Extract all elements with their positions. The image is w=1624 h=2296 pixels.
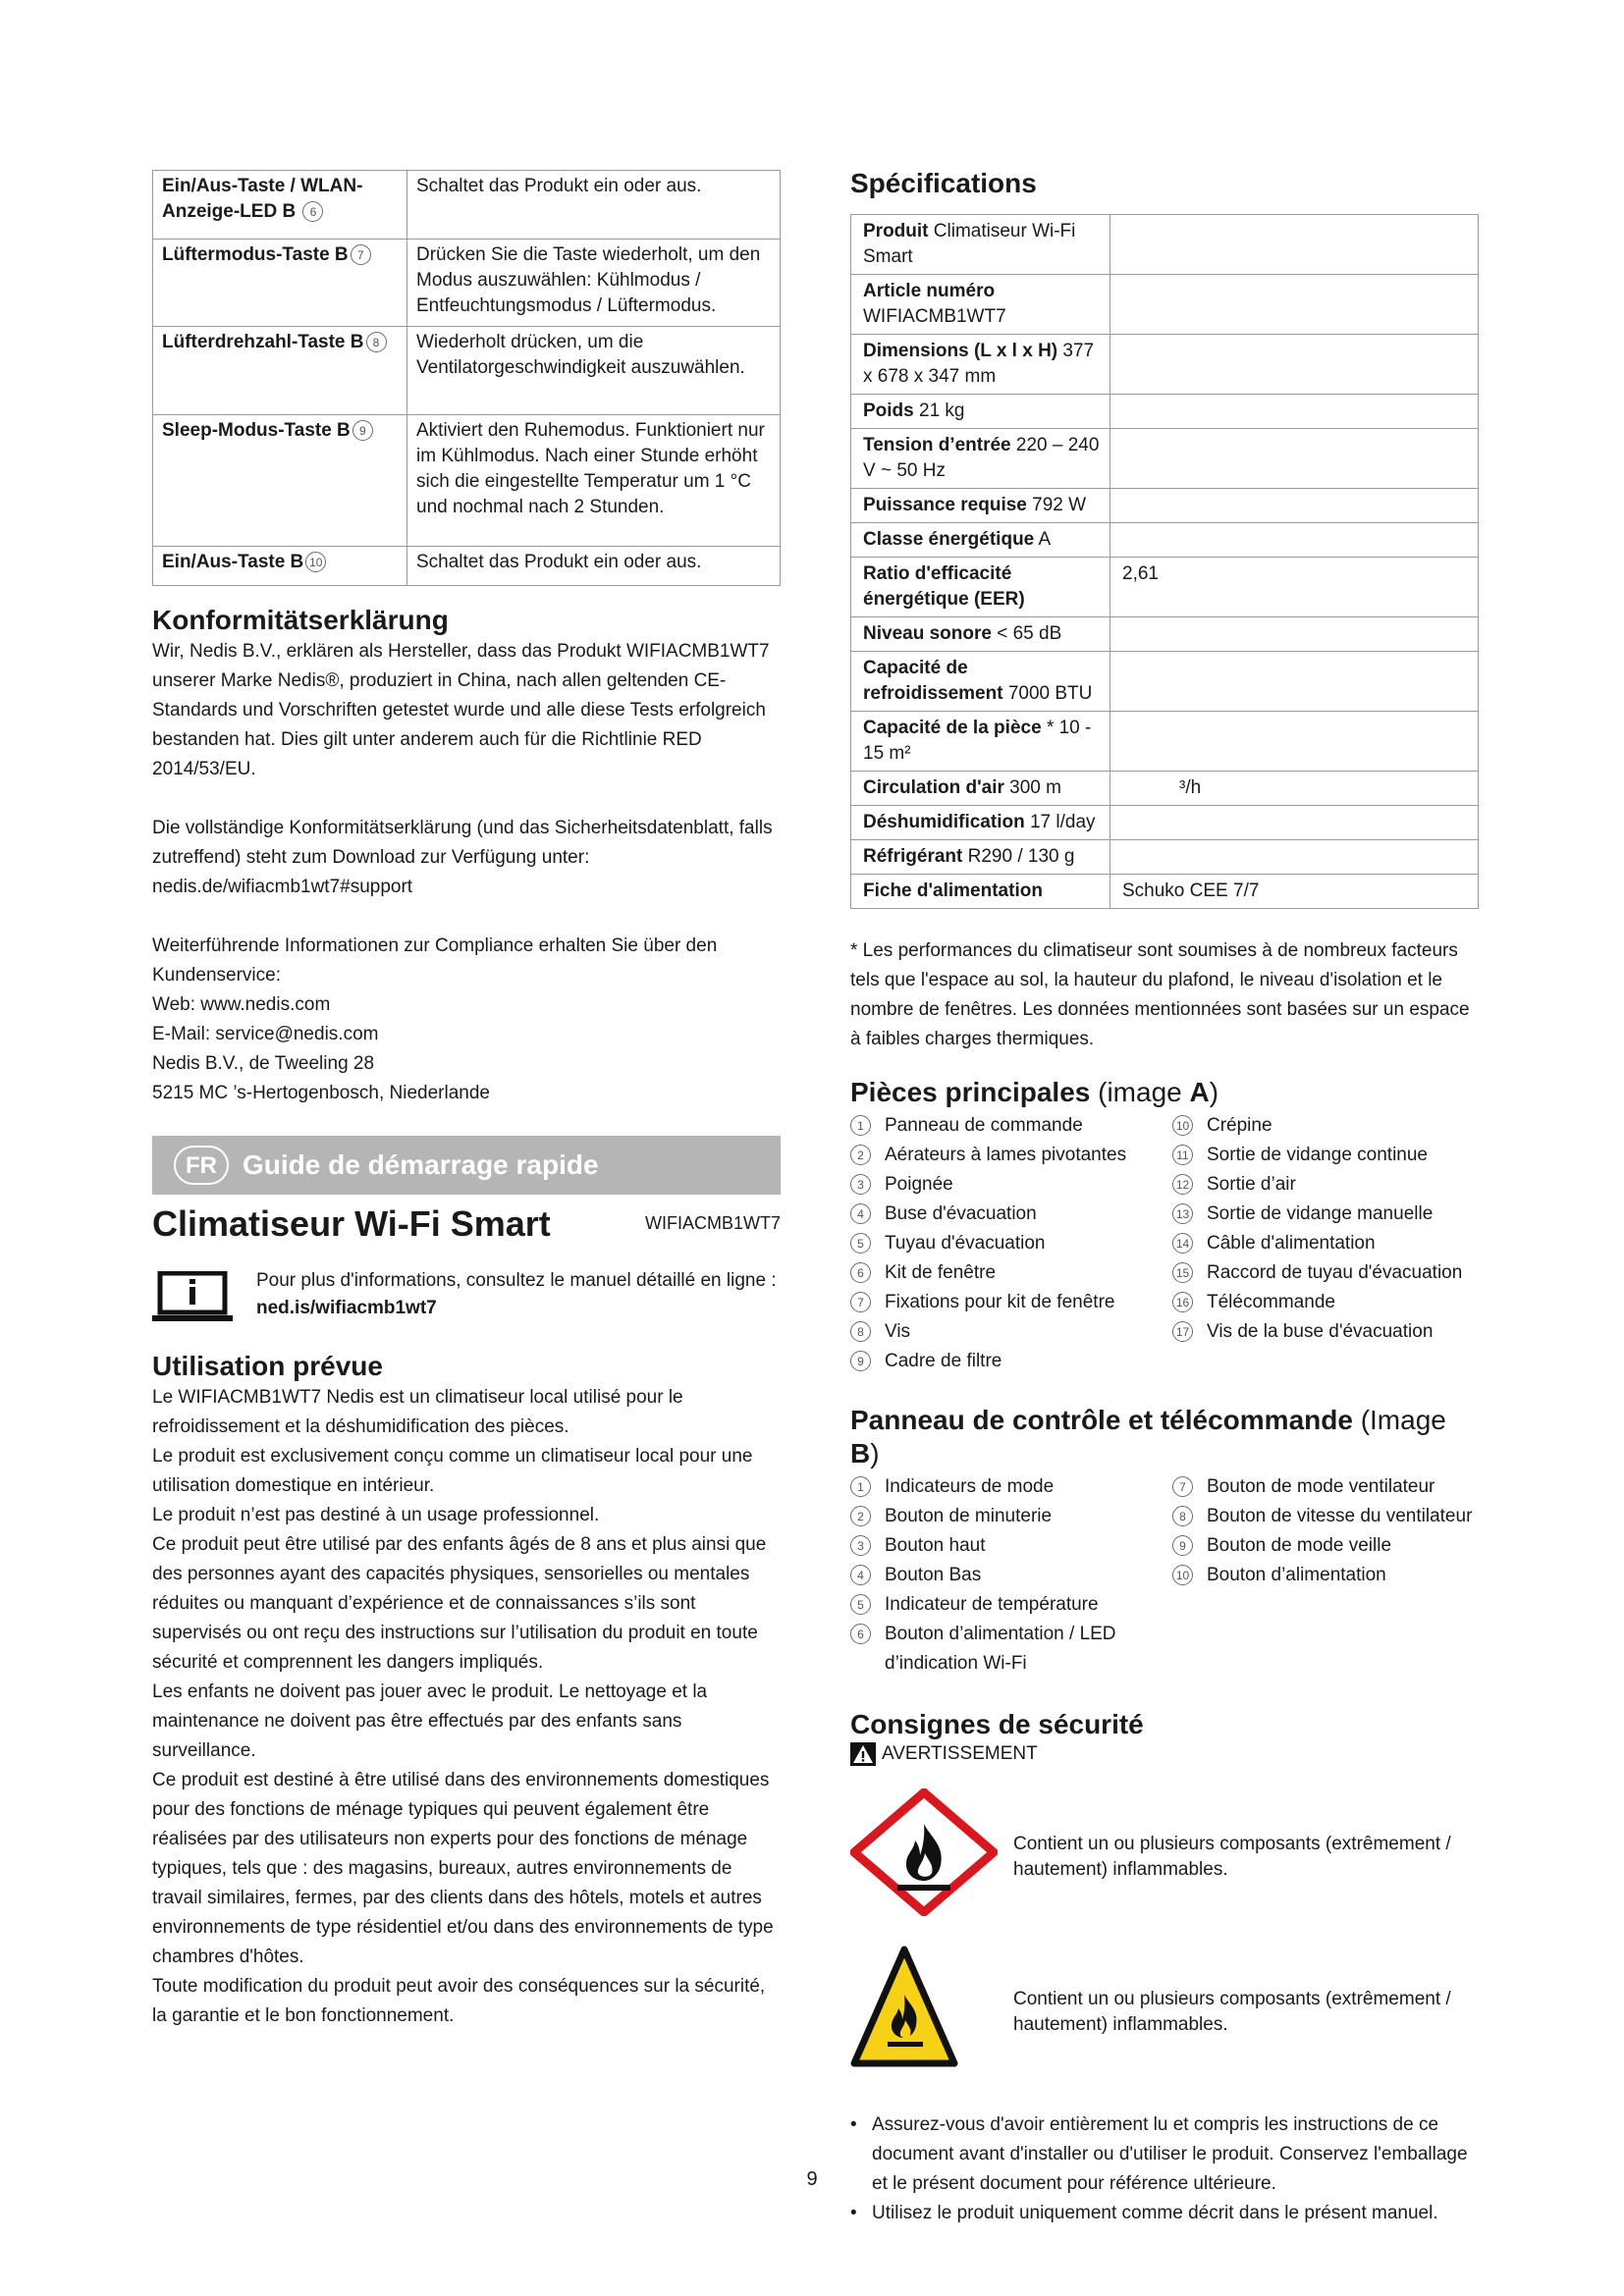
compliance-info: Weiterführende Informationen zur Compliance erhalten Sie über den Kundenservice: bbox=[152, 935, 718, 986]
spec-value: 2,61 bbox=[1110, 558, 1479, 617]
number-circle: 7 bbox=[850, 1292, 871, 1312]
product-title-row bbox=[152, 1202, 781, 1246]
part-label: Poignée bbox=[885, 1174, 953, 1195]
spec-text: WIFIACMB1WT7 bbox=[863, 306, 1006, 327]
fr-banner bbox=[152, 1136, 781, 1195]
warning-label-row bbox=[850, 1741, 1479, 1767]
number-circle: 10 bbox=[305, 552, 326, 572]
intended-use-paragraph: Le produit n’est pas destiné à un usage professionnel. bbox=[152, 1505, 600, 1525]
spec-value: Schuko CEE 7/7 bbox=[1110, 875, 1479, 909]
table-row bbox=[851, 806, 1479, 840]
warning-label: AVERTISSEMENT bbox=[882, 1743, 1038, 1764]
table-row bbox=[851, 489, 1479, 523]
list-item bbox=[850, 1141, 1172, 1170]
row-key: Ein/Aus-Taste B bbox=[162, 552, 304, 572]
list-item bbox=[1172, 1200, 1479, 1229]
spec-label: Réfrigérant bbox=[863, 846, 963, 867]
legend-column bbox=[850, 1472, 1172, 1679]
table-row bbox=[851, 275, 1479, 335]
number-circle: 6 bbox=[850, 1624, 871, 1644]
part-label: Bouton Bas bbox=[885, 1565, 982, 1585]
row-value: Schaltet das Produkt ein oder aus. bbox=[407, 547, 781, 586]
list-item bbox=[850, 1620, 1172, 1679]
intended-use-body bbox=[152, 1383, 781, 2031]
banner-title: Guide de démarrage rapide bbox=[243, 1149, 599, 1180]
list-item bbox=[850, 1561, 1172, 1590]
spec-text: R290 / 130 g bbox=[967, 846, 1075, 867]
manual-link[interactable]: ned.is/wifiacmb1wt7 bbox=[256, 1298, 437, 1318]
spec-label: Fiche d'alimentation bbox=[863, 881, 1043, 901]
control-panel-title: Panneau de contrôle et télécommande (Image B) bbox=[850, 1405, 1446, 1468]
address-line-1: Nedis B.V., de Tweeling 28 bbox=[152, 1053, 375, 1074]
download-link[interactable]: nedis.de/wifiacmb1wt7#support bbox=[152, 877, 413, 897]
address-line-2: 5215 MC ’s-Hertogenbosch, Niederlande bbox=[152, 1083, 490, 1103]
spec-value: ³/h bbox=[1110, 772, 1479, 806]
number-circle: 11 bbox=[1172, 1145, 1193, 1165]
number-circle: 5 bbox=[850, 1233, 871, 1254]
list-item bbox=[850, 1170, 1172, 1200]
number-circle: 9 bbox=[1172, 1535, 1193, 1556]
number-circle: 15 bbox=[1172, 1262, 1193, 1283]
ghs-flammable-icon bbox=[850, 1789, 1013, 1926]
list-item bbox=[850, 1531, 1172, 1561]
part-label: Buse d'évacuation bbox=[885, 1203, 1037, 1224]
spec-value bbox=[1110, 489, 1479, 523]
part-label: Indicateurs de mode bbox=[885, 1476, 1055, 1497]
table-row bbox=[851, 558, 1479, 617]
spec-label: Produit bbox=[863, 221, 929, 241]
specs-title: Spécifications bbox=[850, 168, 1037, 198]
intended-use-paragraph: Les enfants ne doivent pas jouer avec le produit. Le nettoyage et la maintenance ne doivent pas être effectués par des enfants sans surveillance. bbox=[152, 1682, 708, 1761]
spec-label: Déshumidification bbox=[863, 812, 1025, 832]
list-item bbox=[1172, 1258, 1479, 1288]
part-label: Bouton de minuterie bbox=[885, 1506, 1053, 1526]
number-circle: 9 bbox=[352, 420, 373, 441]
part-label: Sortie de vidange continue bbox=[1207, 1145, 1428, 1165]
list-item bbox=[1172, 1502, 1479, 1531]
conformity-title: Konformitätserklärung bbox=[152, 605, 449, 635]
number-circle: 12 bbox=[1172, 1174, 1193, 1195]
intended-use-title: Utilisation prévue bbox=[152, 1351, 383, 1381]
list-item bbox=[1172, 1229, 1479, 1258]
part-label: Aérateurs à lames pivotantes bbox=[885, 1145, 1127, 1165]
specs-table bbox=[850, 214, 1479, 909]
legend-column bbox=[850, 1111, 1172, 1376]
main-parts-title: Pièces principales (image A) bbox=[850, 1077, 1219, 1107]
part-label: Bouton haut bbox=[885, 1535, 986, 1556]
table-row bbox=[851, 215, 1479, 275]
row-value: Drücken Sie die Taste wiederholt, um den Modus auszuwählen: Kühlmodus / Entfeuchtungsmodus / Lüftermodus. bbox=[407, 240, 781, 327]
manual-text: Pour plus d'informations, consultez le manuel détaillé en ligne : bbox=[256, 1270, 777, 1291]
number-circle: 16 bbox=[1172, 1292, 1193, 1312]
list-item bbox=[850, 1347, 1172, 1376]
intended-use-paragraph: Ce produit peut être utilisé par des enfants âgés de 8 ans et plus ainsi que des personnes ayant des capacités physiques, sensorielles ou mentales réduites ou manquant d’expérience et de connaissances s’ils sont supervisés ou ont reçu des instructions sur l’utilisation du produit en toute sécurité et comprennent les dangers impliqués. bbox=[152, 1534, 767, 1673]
spec-text: 300 m bbox=[1009, 777, 1061, 798]
part-label: Sortie de vidange manuelle bbox=[1207, 1203, 1434, 1224]
row-key: Lüfterdrehzahl-Taste B bbox=[162, 332, 364, 352]
table-row bbox=[851, 875, 1479, 909]
intended-use-paragraph: Le WIFIACMB1WT7 Nedis est un climatiseur local utilisé pour le refroidissement et la déshumidification des pièces. bbox=[152, 1387, 683, 1437]
list-item bbox=[1172, 1170, 1479, 1200]
list-item bbox=[1172, 1111, 1479, 1141]
spec-value bbox=[1110, 712, 1479, 772]
part-label: Vis bbox=[885, 1321, 911, 1342]
number-circle: 10 bbox=[1172, 1565, 1193, 1585]
article-number: WIFIACMB1WT7 bbox=[645, 1213, 781, 1233]
spec-text: 21 kg bbox=[919, 400, 965, 421]
table-row bbox=[851, 712, 1479, 772]
list-item bbox=[1172, 1472, 1479, 1502]
number-circle: 8 bbox=[1172, 1506, 1193, 1526]
number-circle: 17 bbox=[1172, 1321, 1193, 1342]
list-item bbox=[1172, 1288, 1479, 1317]
list-item bbox=[1172, 1561, 1479, 1590]
table-row bbox=[851, 395, 1479, 429]
table-row bbox=[153, 327, 781, 415]
spec-value bbox=[1110, 275, 1479, 335]
part-label: Bouton de mode ventilateur bbox=[1207, 1476, 1435, 1497]
spec-text: 220 – 240 V ~ 50 Hz bbox=[863, 435, 1100, 481]
part-label: Télécommande bbox=[1207, 1292, 1335, 1312]
web-line: Web: www.nedis.com bbox=[152, 994, 331, 1015]
table-row bbox=[851, 772, 1479, 806]
list-item: • Assurez-vous d'avoir entièrement lu et compris les instructions de ce document avant d'installer ou d'utiliser le produit. Conservez l'emballage et le présent document pour référence ultérieure. bbox=[850, 2110, 1479, 2199]
part-label: Câble d'alimentation bbox=[1207, 1233, 1376, 1254]
table-row bbox=[153, 415, 781, 547]
table-row bbox=[851, 617, 1479, 652]
left-column bbox=[152, 170, 781, 2031]
part-label: Indicateur de température bbox=[885, 1594, 1099, 1615]
list-item bbox=[850, 1317, 1172, 1347]
list-item bbox=[850, 1288, 1172, 1317]
list-item bbox=[1172, 1141, 1479, 1170]
right-column bbox=[850, 167, 1479, 2228]
part-label: Crépine bbox=[1207, 1115, 1272, 1136]
row-key: Ein/Aus-Taste / WLAN-Anzeige-LED B bbox=[162, 176, 363, 222]
table-row bbox=[851, 523, 1479, 558]
spec-value bbox=[1110, 617, 1479, 652]
legend-column bbox=[1172, 1472, 1479, 1679]
list-item bbox=[850, 1472, 1172, 1502]
number-circle: 8 bbox=[850, 1321, 871, 1342]
number-circle: 4 bbox=[850, 1565, 871, 1585]
spec-label: Capacité de la pièce bbox=[863, 718, 1042, 738]
spec-value bbox=[1110, 429, 1479, 489]
laptop-info-icon bbox=[152, 1267, 256, 1332]
language-badge: FR bbox=[174, 1146, 229, 1185]
list-item bbox=[850, 1200, 1172, 1229]
conformity-download bbox=[152, 814, 781, 902]
list-item bbox=[850, 1258, 1172, 1288]
row-value: Wiederholt drücken, um die Ventilatorgeschwindigkeit auszuwählen. bbox=[407, 327, 781, 415]
table-row bbox=[851, 335, 1479, 395]
spec-label: Classe énergétique bbox=[863, 529, 1035, 550]
row-value: Schaltet das Produkt ein oder aus. bbox=[407, 171, 781, 240]
row-value: Aktiviert den Ruhemodus. Funktioniert nur im Kühlmodus. Nach einer Stunde erhöht sich die eingestellte Temperatur um 1 °C und nochmal nach 2 Stunden. bbox=[407, 415, 781, 547]
spec-text: 7000 BTU bbox=[1007, 683, 1093, 704]
part-label: Sortie d’air bbox=[1207, 1174, 1296, 1195]
spec-label: Circulation d'air bbox=[863, 777, 1004, 798]
list-item bbox=[1172, 1531, 1479, 1561]
list-item bbox=[1172, 1317, 1479, 1347]
spec-value bbox=[1110, 215, 1479, 275]
spec-label: Poids bbox=[863, 400, 914, 421]
number-circle: 7 bbox=[1172, 1476, 1193, 1497]
spec-value bbox=[1110, 806, 1479, 840]
legend-column bbox=[1172, 1111, 1479, 1376]
part-label: Bouton de vitesse du ventilateur bbox=[1207, 1506, 1473, 1526]
number-circle: 5 bbox=[850, 1594, 871, 1615]
email-line: E-Mail: service@nedis.com bbox=[152, 1024, 379, 1044]
number-circle: 10 bbox=[1172, 1115, 1193, 1136]
flammable-warning bbox=[850, 1944, 1479, 2081]
warning-text: Contient un ou plusieurs composants (extrêmement / hautement) inflammables. bbox=[1013, 1989, 1451, 2035]
spec-value bbox=[1110, 652, 1479, 712]
flammable-hazard-icon bbox=[850, 1944, 1013, 2081]
table-row bbox=[851, 652, 1479, 712]
product-title: Climatiseur Wi-Fi Smart bbox=[152, 1203, 551, 1244]
number-circle: 8 bbox=[366, 332, 387, 352]
number-circle: 9 bbox=[850, 1351, 871, 1371]
number-circle: 6 bbox=[302, 201, 323, 222]
conformity-paragraph: Wir, Nedis B.V., erklären als Hersteller, dass das Produkt WIFIACMB1WT7 unserer Marke Nedis®, produziert in China, nach allen geltenden CE-Standards und Vorschriften getestet wurde und alle diese Tests erfolgreich bestanden hat. Dies gilt unter anderem auch für die Richtlinie RED 2014/53/EU. bbox=[152, 641, 770, 779]
spec-text: * 10 - 15 m² bbox=[863, 718, 1092, 764]
control-panel-legend bbox=[850, 1472, 1479, 1679]
part-label: Panneau de commande bbox=[885, 1115, 1083, 1136]
warning-text: Contient un ou plusieurs composants (extrêmement / hautement) inflammables. bbox=[1013, 1834, 1451, 1880]
spec-label: Niveau sonore bbox=[863, 623, 992, 644]
safety-title: Consignes de sécurité bbox=[850, 1709, 1144, 1739]
intended-use-paragraph: Le produit est exclusivement conçu comme un climatiseur local pour une utilisation domestique en intérieur. bbox=[152, 1446, 753, 1496]
row-key: Sleep-Modus-Taste B bbox=[162, 420, 351, 441]
spec-label: Capacité de refroidissement bbox=[863, 658, 1003, 704]
part-label: Vis de la buse d'évacuation bbox=[1207, 1321, 1434, 1342]
spec-label: Puissance requise bbox=[863, 495, 1027, 515]
table-row bbox=[153, 547, 781, 586]
table-row bbox=[153, 171, 781, 240]
intended-use-paragraph: Toute modification du produit peut avoir des conséquences sur la sécurité, la garantie et le bon fonctionnement. bbox=[152, 1976, 766, 2026]
manual-info bbox=[152, 1267, 781, 1332]
download-text: Die vollständige Konformitätserklärung (und das Sicherheitsdatenblatt, falls zutreffend) steht zum Download zur Verfügung unter: bbox=[152, 818, 773, 868]
spec-label: Article numéro bbox=[863, 281, 996, 301]
number-circle: 1 bbox=[850, 1476, 871, 1497]
spec-text: A bbox=[1038, 529, 1052, 550]
spec-value bbox=[1110, 395, 1479, 429]
part-label: Bouton de mode veille bbox=[1207, 1535, 1392, 1556]
spec-value bbox=[1110, 840, 1479, 875]
number-circle: 2 bbox=[850, 1145, 871, 1165]
main-parts-legend bbox=[850, 1111, 1479, 1376]
spec-label: Tension d’entrée bbox=[863, 435, 1011, 455]
number-circle: 13 bbox=[1172, 1203, 1193, 1224]
part-label: Fixations pour kit de fenêtre bbox=[885, 1292, 1115, 1312]
part-label: Cadre de filtre bbox=[885, 1351, 1002, 1371]
page-number: 9 bbox=[806, 2168, 818, 2190]
number-circle: 3 bbox=[850, 1174, 871, 1195]
row-key: Lüftermodus-Taste B bbox=[162, 244, 349, 265]
number-circle: 6 bbox=[850, 1262, 871, 1283]
number-circle: 4 bbox=[850, 1203, 871, 1224]
spec-label: Ratio d'efficacité énergétique (EER) bbox=[863, 563, 1025, 610]
part-label: Kit de fenêtre bbox=[885, 1262, 997, 1283]
number-circle: 1 bbox=[850, 1115, 871, 1136]
spec-text: 17 l/day bbox=[1029, 812, 1096, 832]
list-item bbox=[850, 1111, 1172, 1141]
number-circle: 7 bbox=[351, 244, 371, 265]
warning-triangle-icon bbox=[850, 1742, 876, 1766]
part-label: Tuyau d'évacuation bbox=[885, 1233, 1046, 1254]
spec-label: Dimensions (L x l x H) bbox=[863, 341, 1058, 361]
spec-value bbox=[1110, 335, 1479, 395]
de-button-table bbox=[152, 170, 781, 586]
list-item bbox=[850, 1590, 1172, 1620]
part-label: Bouton d’alimentation / LED d’indication Wi-Fi bbox=[885, 1624, 1116, 1674]
spec-text: 792 W bbox=[1032, 495, 1087, 515]
list-item: • Utilisez le produit uniquement comme décrit dans le présent manuel. bbox=[850, 2199, 1479, 2228]
specs-note: * Les performances du climatiseur sont soumises à de nombreux facteurs tels que l'espace au sol, la hauteur du plafond, le niveau d'isolation et le nombre de fenêtres. Les données mentionnées sont basées sur un espace à faibles charges thermiques. bbox=[850, 940, 1470, 1049]
list-item bbox=[850, 1229, 1172, 1258]
part-label: Bouton d’alimentation bbox=[1207, 1565, 1386, 1585]
spec-text: 377 x 678 x 347 mm bbox=[863, 341, 1095, 387]
spec-value bbox=[1110, 523, 1479, 558]
flammable-warning bbox=[850, 1789, 1479, 1926]
table-row bbox=[153, 240, 781, 327]
list-item bbox=[850, 1502, 1172, 1531]
table-row bbox=[851, 840, 1479, 875]
number-circle: 2 bbox=[850, 1506, 871, 1526]
number-circle: 14 bbox=[1172, 1233, 1193, 1254]
number-circle: 3 bbox=[850, 1535, 871, 1556]
spec-text: Climatiseur Wi-Fi Smart bbox=[863, 221, 1076, 267]
intended-use-paragraph: Ce produit est destiné à être utilisé dans des environnements domestiques pour des fonctions de ménage typiques qui peuvent également être réalisées par des utilisateurs non experts pour des fonctions de ménage typiques, tels que : des magasins, bureaux, autres environnements de travail similaires, fermes, par des clients dans des hôtels, motels et autres environnements de type résidentiel et/ou dans des environnements de type chambres d'hôtes. bbox=[152, 1770, 774, 1967]
spec-text: < 65 dB bbox=[997, 623, 1062, 644]
part-label: Raccord de tuyau d'évacuation bbox=[1207, 1262, 1463, 1283]
table-row bbox=[851, 429, 1479, 489]
